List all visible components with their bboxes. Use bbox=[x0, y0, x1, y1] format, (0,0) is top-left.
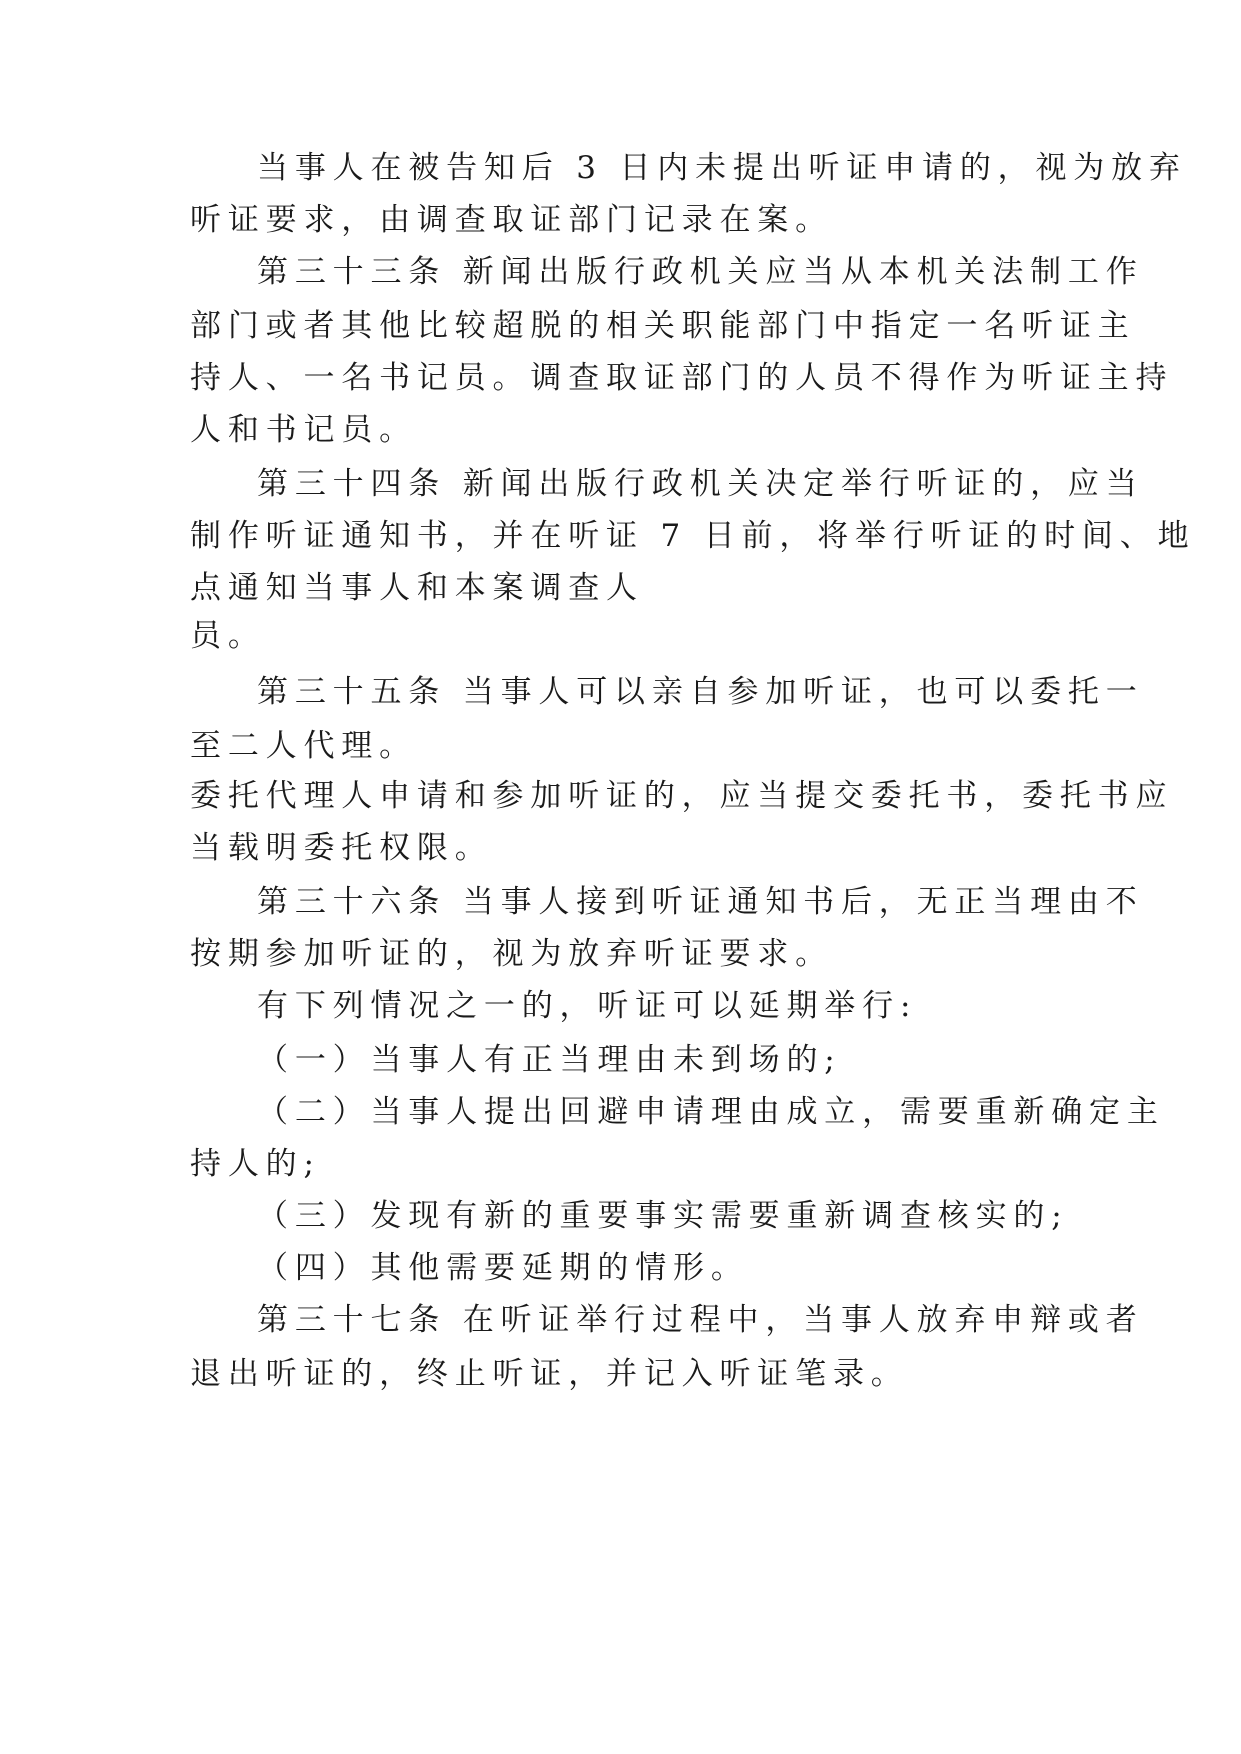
list-item: （四）其他需要延期的情形。 bbox=[257, 1250, 749, 1286]
text-line: 部门或者其他比较超脱的相关职能部门中指定一名听证主 bbox=[190, 308, 1136, 344]
text-line: 退出听证的，终止听证，并记入听证笔录。 bbox=[190, 1356, 909, 1392]
text-line: 委托代理人申请和参加听证的，应当提交委托书，委托书应 bbox=[190, 778, 1174, 814]
article-34-heading-line: 第三十四条 新闻出版行政机关决定举行听证的，应当 bbox=[257, 466, 1144, 502]
article-37-heading-line: 第三十七条 在听证举行过程中，当事人放弃申辩或者 bbox=[257, 1302, 1144, 1338]
list-item: （一）当事人有正当理由未到场的; bbox=[257, 1042, 842, 1078]
list-item: （二）当事人提出回避申请理由成立，需要重新确定主 bbox=[257, 1094, 1165, 1130]
text-line: 持人的; bbox=[190, 1146, 321, 1182]
text-line: 员。 bbox=[190, 618, 266, 654]
text-line: 当事人在被告知后 3 日内未提出听证申请的，视为放弃 bbox=[257, 150, 1187, 186]
article-33-heading-line: 第三十三条 新闻出版行政机关应当从本机关法制工作 bbox=[257, 254, 1144, 290]
text-line: 听证要求，由调查取证部门记录在案。 bbox=[190, 202, 833, 238]
list-item: （三）发现有新的重要事实需要重新调查核实的; bbox=[257, 1198, 1069, 1234]
article-36-heading-line: 第三十六条 当事人接到听证通知书后，无正当理由不 bbox=[257, 884, 1144, 920]
text-line: 制作听证通知书，并在听证 7 日前，将举行听证的时间、地 bbox=[190, 518, 1196, 554]
text-line: 至二人代理。 bbox=[190, 728, 417, 764]
text-line: 当载明委托权限。 bbox=[190, 830, 493, 866]
text-line: 持人、一名书记员。调查取证部门的人员不得作为听证主持 bbox=[190, 360, 1174, 396]
text-line: 按期参加听证的，视为放弃听证要求。 bbox=[190, 936, 833, 972]
text-line: 点通知当事人和本案调查人 bbox=[190, 570, 644, 606]
text-line: 有下列情况之一的，听证可以延期举行: bbox=[257, 988, 918, 1024]
text-line: 人和书记员。 bbox=[190, 412, 417, 448]
article-35-heading-line: 第三十五条 当事人可以亲自参加听证，也可以委托一 bbox=[257, 674, 1144, 710]
